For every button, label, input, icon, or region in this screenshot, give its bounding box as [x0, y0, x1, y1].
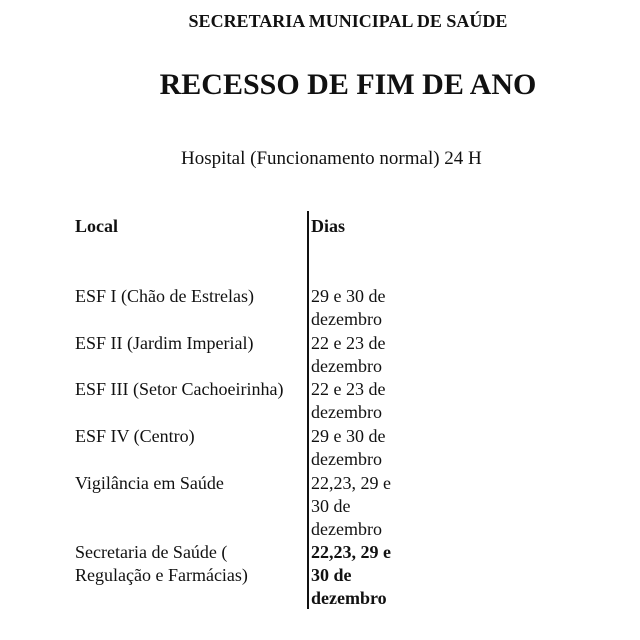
organization-heading: SECRETARIA MUNICIPAL DE SAÚDE: [188, 11, 508, 31]
row-dias: 22 e 23 de dezembro: [311, 379, 386, 422]
column-header-dias: Dias: [311, 216, 346, 236]
row-local: ESF I (Chão de Estrelas): [75, 286, 254, 306]
hospital-note: Hospital (Funcionamento normal) 24 H: [181, 148, 482, 169]
row-local: Vigilância em Saúde: [75, 473, 224, 493]
row-dias: 22,23, 29 e 30 de dezembro: [311, 473, 391, 539]
row-local: Secretaria de Saúde ( Regulação e Farmácias): [75, 542, 248, 585]
row-local: ESF II (Jardim Imperial): [75, 333, 254, 353]
row-local: ESF III (Setor Cachoeirinha): [75, 379, 284, 399]
row-dias: 29 e 30 de dezembro: [311, 286, 386, 329]
row-dias: 22,23, 29 e 30 de dezembro: [311, 542, 391, 608]
page-title: RECESSO DE FIM DE ANO: [159, 68, 537, 101]
row-dias: 29 e 30 de dezembro: [311, 426, 386, 469]
column-header-local: Local: [75, 216, 118, 236]
row-dias: 22 e 23 de dezembro: [311, 333, 386, 376]
column-divider: [307, 211, 309, 609]
row-local: ESF IV (Centro): [75, 426, 195, 446]
